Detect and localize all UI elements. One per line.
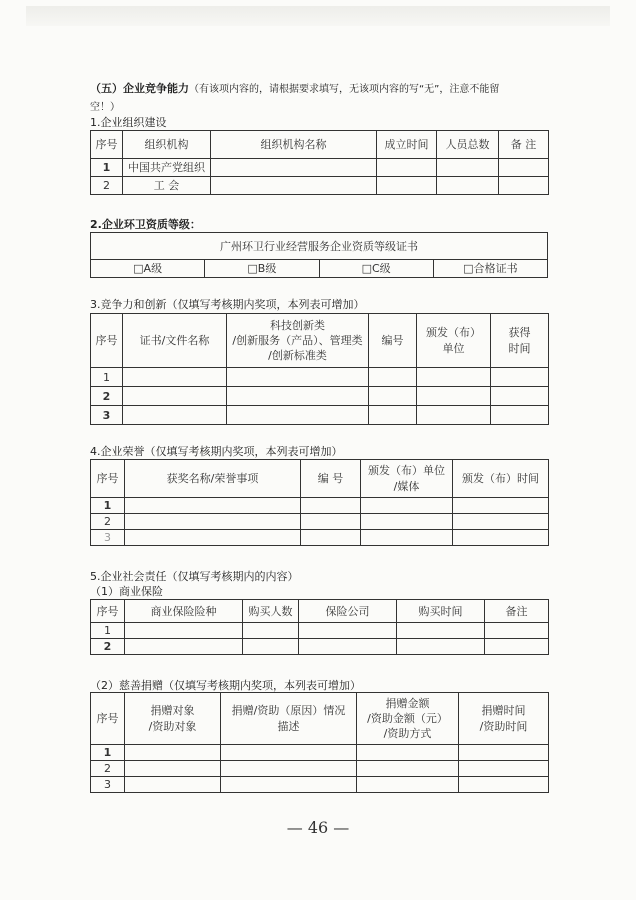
- s5a-r1-c2[interactable]: [243, 639, 299, 655]
- s5-sub2-row: [91, 777, 549, 793]
- s1-table: [90, 130, 549, 195]
- s5b-r2-c3[interactable]: [357, 777, 459, 793]
- s5b-r1-c0: 2: [91, 761, 125, 777]
- s2-option-c[interactable]: □C级: [319, 260, 433, 278]
- s5a-h3: 保险公司: [299, 600, 397, 623]
- s5a-r1-c1[interactable]: [125, 639, 243, 655]
- s2-option-a[interactable]: □A级: [91, 260, 205, 278]
- s3-r2-c1[interactable]: [123, 406, 227, 425]
- s5-title: 5.企业社会责任（仅填写考核期内的内容）: [90, 570, 299, 583]
- s5a-r1-c0: 2: [91, 639, 125, 655]
- s1-title: 1.企业组织建设: [90, 116, 167, 129]
- s2-options-row: [91, 260, 548, 278]
- page-number: — 46 —: [286, 818, 350, 837]
- s1-r0-c0: 1: [91, 159, 123, 177]
- s5a-r0-c5[interactable]: [485, 623, 549, 639]
- s5a-r0-c4[interactable]: [397, 623, 485, 639]
- s4-r0-c4[interactable]: [453, 498, 549, 514]
- s2-header: 广州环卫行业经营服务企业资质等级证书: [91, 233, 548, 260]
- s4-r2-c2[interactable]: [301, 530, 361, 546]
- s4-r1-c3[interactable]: [361, 514, 453, 530]
- s1-r1-c3[interactable]: [377, 177, 437, 195]
- s3-r2-c3[interactable]: [369, 406, 417, 425]
- s5b-r1-c1[interactable]: [125, 761, 221, 777]
- s5a-r0-c1[interactable]: [125, 623, 243, 639]
- s1-table-wrap: [90, 130, 548, 195]
- s1-r1-c0: 2: [91, 177, 123, 195]
- s5-sub1-table: [90, 599, 549, 655]
- s2-option-cert[interactable]: □合格证书: [433, 260, 547, 278]
- s4-r1-c4[interactable]: [453, 514, 549, 530]
- s1-r0-c5[interactable]: [499, 159, 549, 177]
- s3-r0-c1[interactable]: [123, 368, 227, 387]
- s5a-h4: 购买时间: [397, 600, 485, 623]
- s4-r0-c1[interactable]: [125, 498, 301, 514]
- s5-sub1-row: [91, 623, 549, 639]
- s5-sub2-row: [91, 761, 549, 777]
- s3-h5: 获得 时间: [491, 314, 549, 368]
- s3-row: [91, 368, 549, 387]
- s4-table-wrap: [90, 459, 548, 546]
- s2-table-wrap: [90, 232, 548, 278]
- s1-r0-c3[interactable]: [377, 159, 437, 177]
- s4-row: [91, 530, 549, 546]
- s4-header-row: [91, 460, 549, 498]
- s5-sub1-header-row: [91, 600, 549, 623]
- s1-row: [91, 159, 549, 177]
- section-note-2: 空！）: [90, 102, 120, 113]
- s3-r2-c5[interactable]: [491, 406, 549, 425]
- s5b-h3: 捐赠金额 /资助金额（元） /资助方式: [357, 693, 459, 745]
- s5a-r1-c5[interactable]: [485, 639, 549, 655]
- s4-h0: 序号: [91, 460, 125, 498]
- s3-r0-c2[interactable]: [227, 368, 369, 387]
- s4-row: [91, 514, 549, 530]
- s3-r1-c4[interactable]: [417, 387, 491, 406]
- s5b-r1-c2[interactable]: [221, 761, 357, 777]
- s3-title: 3.竞争力和创新（仅填写考核期内奖项，本列表可增加）: [90, 298, 365, 311]
- section-heading-line: [90, 80, 499, 96]
- s4-r1-c0: 2: [91, 514, 125, 530]
- s5a-h2: 购买人数: [243, 600, 299, 623]
- s5a-r0-c3[interactable]: [299, 623, 397, 639]
- s3-r0-c3[interactable]: [369, 368, 417, 387]
- s1-h4: 人员总数: [437, 131, 499, 159]
- s5a-h5: 备注: [485, 600, 549, 623]
- s5b-h4: 捐赠时间 /资助时间: [459, 693, 549, 745]
- s1-h5: 备 注: [499, 131, 549, 159]
- s3-row: [91, 387, 549, 406]
- s1-r1-c1: 工 会: [123, 177, 211, 195]
- s1-h3: 成立时间: [377, 131, 437, 159]
- s3-table: [90, 313, 549, 425]
- s4-r1-c2[interactable]: [301, 514, 361, 530]
- s3-r1-c5[interactable]: [491, 387, 549, 406]
- s4-r2-c0: 3: [91, 530, 125, 546]
- s5-sub1-row: [91, 639, 549, 655]
- section-note-1: （有该项内容的，请根据要求填写，无该项内容的写“无”，注意不能留: [189, 84, 500, 95]
- s5a-h0: 序号: [91, 600, 125, 623]
- s4-r0-c2[interactable]: [301, 498, 361, 514]
- s3-r2-c4[interactable]: [417, 406, 491, 425]
- s4-h4: 颁发（布）时间: [453, 460, 549, 498]
- s3-header-row: [91, 314, 549, 368]
- s5b-r0-c3[interactable]: [357, 745, 459, 761]
- s5-sub2-header-row: [91, 693, 549, 745]
- s1-r0-c4[interactable]: [437, 159, 499, 177]
- s5-sub2-table-wrap: [90, 692, 548, 793]
- s2-header-row: [91, 233, 548, 260]
- s5b-h2: 捐赠/资助（原因）情况 描述: [221, 693, 357, 745]
- s4-row: [91, 498, 549, 514]
- s5b-h1: 捐赠对象 /资助对象: [125, 693, 221, 745]
- s5-sub2-row: [91, 745, 549, 761]
- s4-h2: 编 号: [301, 460, 361, 498]
- s1-r0-c2[interactable]: [211, 159, 377, 177]
- s4-r0-c0: 1: [91, 498, 125, 514]
- s3-r0-c0: 1: [91, 368, 123, 387]
- s4-r2-c4[interactable]: [453, 530, 549, 546]
- s3-r1-c1[interactable]: [123, 387, 227, 406]
- s5-sub2-table: [90, 692, 549, 793]
- s1-header-row: [91, 131, 549, 159]
- s4-title: 4.企业荣誉（仅填写考核期内奖项，本列表可增加）: [90, 445, 343, 458]
- s5b-r2-c0: 3: [91, 777, 125, 793]
- s5b-r0-c2[interactable]: [221, 745, 357, 761]
- s3-r2-c0: 3: [91, 406, 123, 425]
- s3-h0: 序号: [91, 314, 123, 368]
- s5b-r1-c3[interactable]: [357, 761, 459, 777]
- s4-h1: 获奖名称/荣誉事项: [125, 460, 301, 498]
- s1-r1-c4[interactable]: [437, 177, 499, 195]
- s5a-h1: 商业保险险种: [125, 600, 243, 623]
- s5-sub1-table-wrap: [90, 599, 548, 655]
- s5a-r1-c4[interactable]: [397, 639, 485, 655]
- s1-r0-c1: 中国共产党组织: [123, 159, 211, 177]
- s4-h3: 颁发（布）单位 /媒体: [361, 460, 453, 498]
- s5a-r1-c3[interactable]: [299, 639, 397, 655]
- s5a-r0-c2[interactable]: [243, 623, 299, 639]
- s3-h2: 科技创新类 /创新服务（产品）、管理类 /创新标准类: [227, 314, 369, 368]
- s5a-r0-c0: 1: [91, 623, 125, 639]
- s1-h2: 组织机构名称: [211, 131, 377, 159]
- s3-r1-c0: 2: [91, 387, 123, 406]
- s5b-r0-c1[interactable]: [125, 745, 221, 761]
- s3-r0-c4[interactable]: [417, 368, 491, 387]
- s1-h0: 序号: [91, 131, 123, 159]
- s5b-r2-c1[interactable]: [125, 777, 221, 793]
- s3-row: [91, 406, 549, 425]
- s2-option-b[interactable]: □B级: [205, 260, 319, 278]
- s5-sub2-title: （2）慈善捐赠（仅填写考核期内奖项，本列表可增加）: [90, 679, 361, 692]
- s3-h4: 颁发（布） 单位: [417, 314, 491, 368]
- s2-table: [90, 232, 548, 278]
- s5b-r2-c2[interactable]: [221, 777, 357, 793]
- s4-r2-c1[interactable]: [125, 530, 301, 546]
- s5b-r1-c4[interactable]: [459, 761, 549, 777]
- s4-r2-c3[interactable]: [361, 530, 453, 546]
- s3-table-wrap: [90, 313, 548, 425]
- s2-title: 2.企业环卫资质等级：: [90, 218, 201, 231]
- s1-row: [91, 177, 549, 195]
- section-heading: （五）企业竞争能力: [90, 82, 189, 95]
- s4-r0-c3[interactable]: [361, 498, 453, 514]
- s3-h3: 编号: [369, 314, 417, 368]
- s5-sub1-title: （1）商业保险: [90, 585, 163, 598]
- s3-h1: 证书/文件名称: [123, 314, 227, 368]
- s1-h1: 组织机构: [123, 131, 211, 159]
- s5b-h0: 序号: [91, 693, 125, 745]
- s5b-r0-c0: 1: [91, 745, 125, 761]
- s4-table: [90, 459, 549, 546]
- s3-r1-c3[interactable]: [369, 387, 417, 406]
- s5b-r2-c4[interactable]: [459, 777, 549, 793]
- s3-r1-c2[interactable]: [227, 387, 369, 406]
- scan-shadow: [26, 6, 610, 26]
- s1-r1-c2[interactable]: [211, 177, 377, 195]
- s1-r1-c5[interactable]: [499, 177, 549, 195]
- s3-r0-c5[interactable]: [491, 368, 549, 387]
- s5b-r0-c4[interactable]: [459, 745, 549, 761]
- s4-r1-c1[interactable]: [125, 514, 301, 530]
- s3-r2-c2[interactable]: [227, 406, 369, 425]
